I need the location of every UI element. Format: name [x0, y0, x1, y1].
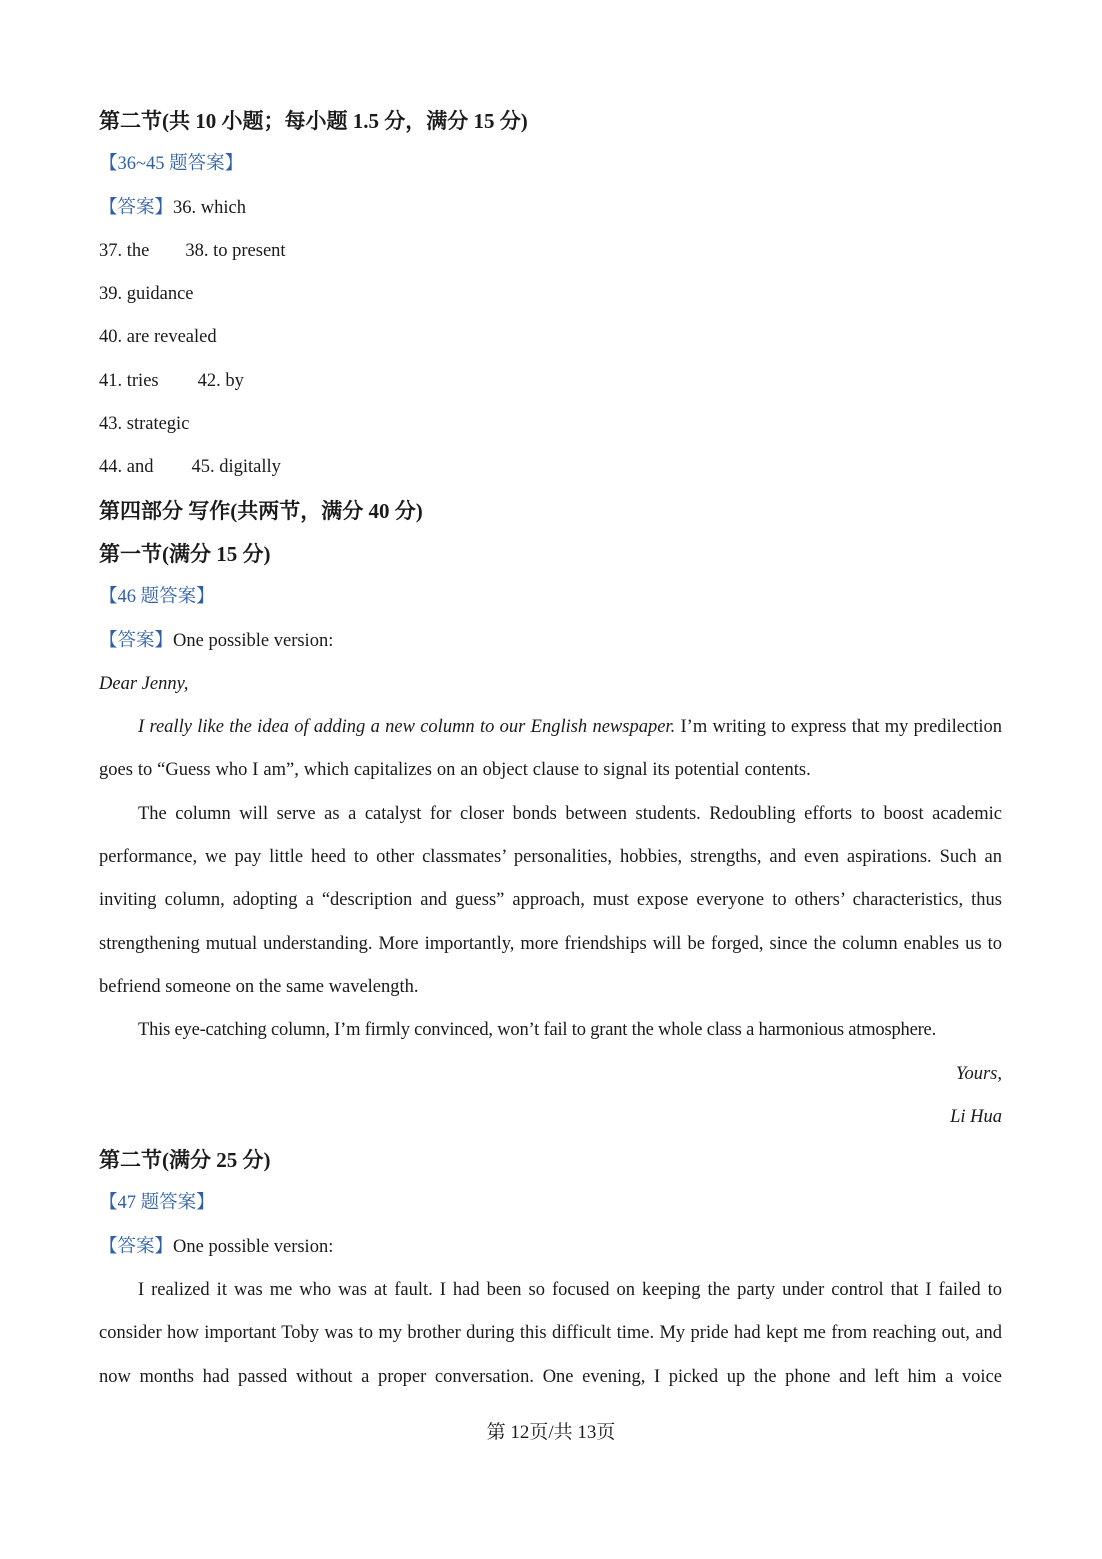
answer-36: 36. which	[173, 197, 246, 218]
answer-block-tag: 【46 题答案】	[99, 587, 215, 608]
answer-block-tag: 【36~45 题答案】	[99, 154, 244, 175]
answer-line	[99, 620, 1002, 663]
letter-paragraph: This eye-catching column, I’m firmly convinced, won’t fail to grant the whole class a harmonious atmosphere.	[138, 1020, 936, 1041]
answer-38: 38. to present	[185, 240, 286, 261]
letter-paragraph: The column will serve as a catalyst for closer bonds between students. Redoubling efforts to boost academic performance, we pay little heed to other classmates’ personalities, hobbies, strengths, and even aspirations. Such an inviting column, adopting a “description and guess” approach, must expose everyone to others’ characteristics, thus strengthening mutual understanding. More importantly, more friendships will be forged, since the column enables us to befriend someone on the same wavelength.	[99, 803, 1002, 997]
letter-paragraph	[99, 706, 1002, 793]
section-heading: 第二节(共 10 小题；每小题 1.5 分，满分 15 分)	[99, 109, 528, 133]
document-page	[99, 100, 1002, 1399]
section-heading: 第一节(满分 15 分)	[99, 541, 271, 566]
answer-tag: 【答案】	[99, 1236, 174, 1257]
section-heading: 第二节(满分 25 分)	[99, 1148, 271, 1173]
letter-opening-italic: I really like the idea of adding a new column to our English newspaper.	[138, 717, 676, 738]
answer-tag: 【答案】	[99, 630, 174, 651]
letter-closing: Yours,	[955, 1063, 1002, 1084]
part-heading: 第四部分 写作(共两节，满分 40 分)	[99, 498, 423, 523]
answer-39: 39. guidance	[99, 284, 194, 305]
answer-44: 44. and	[99, 457, 154, 478]
answer-line	[99, 446, 1002, 489]
letter-signature: Li Hua	[950, 1106, 1002, 1127]
letter-salutation: Dear Jenny,	[99, 673, 189, 694]
letter-opening-rest: I’m writing to express that my predilection goes to “Guess who I am”, which capitalizes on an object clause to signal its potential contents.	[99, 717, 1003, 781]
answer-40: 40. are revealed	[99, 327, 217, 348]
answer-37: 37. the	[99, 240, 150, 261]
answer-intro: One possible version:	[173, 630, 334, 651]
answer-line	[99, 187, 1002, 230]
answer-intro: One possible version:	[173, 1236, 334, 1257]
answer-tag: 【答案】	[99, 197, 174, 218]
answer-line	[99, 230, 1002, 273]
answer-line	[99, 1226, 1002, 1269]
page-footer: 第 12页/共 13页	[486, 1422, 616, 1443]
answer-block-tag: 【47 题答案】	[99, 1193, 215, 1214]
essay-paragraph: I realized it was me who was at fault. I had been so focused on keeping the party under control that I failed to consider how important Toby was to my brother during this difficult time. My pride had kept me from reaching out, and now months had passed without a proper conversation. One evening, I picked up the phone and left him a voice	[99, 1280, 1002, 1387]
answer-42: 42. by	[197, 370, 244, 391]
answer-line	[99, 360, 1002, 403]
answer-41: 41. tries	[99, 370, 159, 391]
answer-45: 45. digitally	[191, 457, 281, 478]
answer-43: 43. strategic	[99, 414, 190, 435]
